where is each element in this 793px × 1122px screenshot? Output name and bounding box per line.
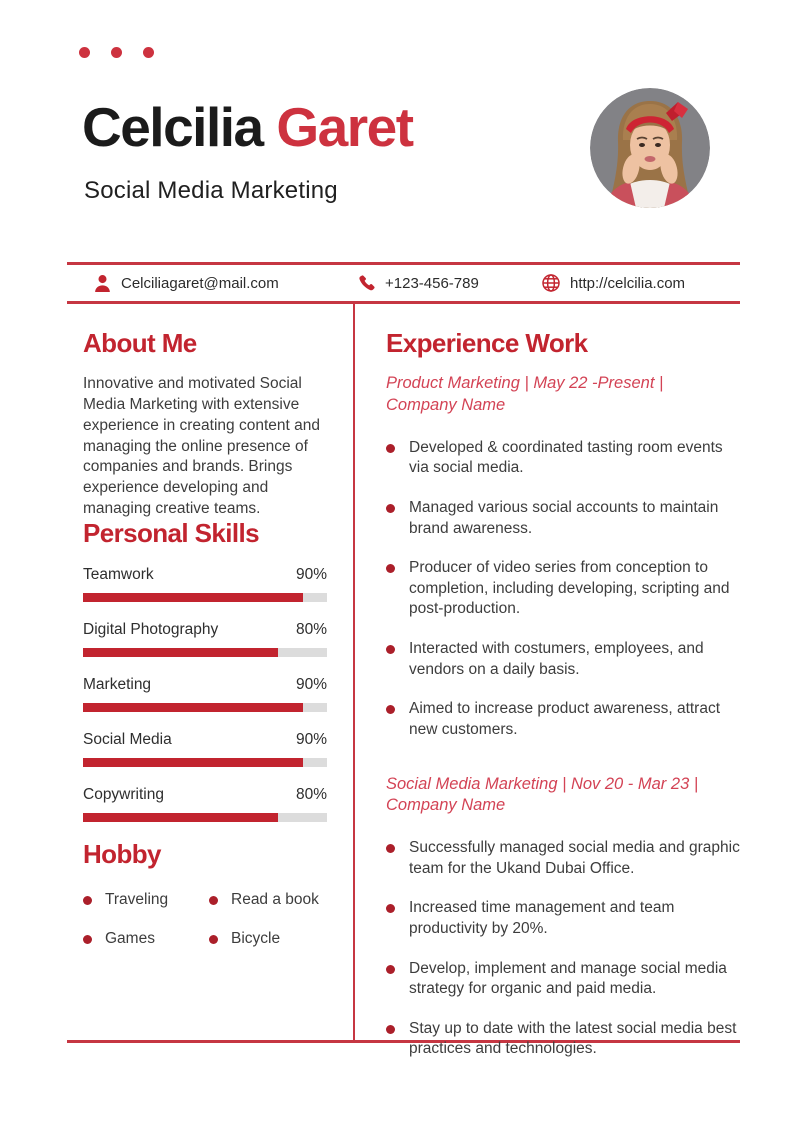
bullet-icon [386,705,395,714]
last-name: Garet [276,96,413,158]
right-column [355,301,740,1058]
hobby-list [83,891,341,948]
skill-percent: 90% [295,675,327,693]
page-title [82,96,413,159]
phone-text: +123-456-789 [385,274,479,292]
experience-bullet: Aimed to increase product awareness, attract new customers. [386,699,740,740]
person-icon [93,274,112,293]
skill-label: Marketing [83,675,152,693]
bullet-icon [83,935,92,944]
skill-bar [83,648,327,657]
contact-website [541,265,685,301]
red-dot-icon [111,47,122,58]
skill-row [83,786,327,822]
hobby-label: Traveling [105,891,169,909]
website-text: http://celcilia.com [570,274,686,292]
experience-bullet: Increased time management and team productivity by 20%. [386,898,740,939]
contact-bar [67,262,740,304]
skill-row [83,731,327,767]
avatar [590,88,710,208]
skill-bar-fill [83,703,303,712]
experience-bullet: Developed & coordinated tasting room events via social media. [386,438,740,479]
job-title: Social Media Marketing [84,177,338,204]
bullet-icon [386,444,395,453]
hobby-label: Games [105,930,155,948]
hobby-item [209,891,341,909]
decorative-dots [79,47,154,58]
skill-bar-fill [83,758,303,767]
section-title-hobby: Hobby [83,838,161,869]
bullet-icon [83,896,92,905]
skill-label: Teamwork [83,565,154,583]
job-bullet-list [386,438,740,741]
hobby-item [83,891,209,909]
skill-bar [83,593,327,602]
skill-bar-fill [83,813,278,822]
bullet-icon [386,965,395,974]
skill-bar [83,758,327,767]
skills-list [83,566,341,822]
about-text: Innovative and motivated Social Media Marketing with extensive experience in creating content and managing the online presence of companies and brands. Brings experience developing and managing creative teams. [83,375,320,517]
experience-bullet: Managed various social accounts to maintain brand awareness. [386,498,740,539]
skill-label: Social Media [83,730,172,748]
job-heading: Product Marketing | May 22 -Present | Company Name [386,374,664,415]
skill-bar-fill [83,648,278,657]
job-bullet-list [386,838,740,1060]
email-text: Celciliagaret@mail.com [121,274,279,292]
experience-bullet: Producer of video series from conception to completion, including developing, scripting and post-production. [386,558,740,620]
profile-photo [590,88,710,208]
skill-bar [83,813,327,822]
experience-bullet: Successfully managed social media and graphic team for the Ukand Dubai Office. [386,838,740,879]
section-title-about: About Me [83,328,197,358]
red-dot-icon [79,47,90,58]
hobby-item [83,930,209,948]
bullet-icon [386,645,395,654]
bullet-icon [386,904,395,913]
skill-percent: 90% [295,730,327,748]
first-name: Celcilia [82,96,263,158]
bullet-icon [209,896,218,905]
skill-row [83,676,327,712]
skill-row [83,621,327,657]
job-heading: Social Media Marketing | Nov 20 - Mar 23 | Company Name [386,774,699,815]
left-column [67,301,355,1040]
hobby-item [209,930,341,948]
globe-icon [541,273,561,293]
bullet-icon [386,844,395,853]
hobby-label: Bicycle [231,930,281,948]
phone-icon [358,274,376,292]
skill-bar-fill [83,593,303,602]
bullet-icon [209,935,218,944]
skill-label: Copywriting [83,785,164,803]
red-dot-icon [143,47,154,58]
skill-row [83,566,327,602]
bullet-icon [386,504,395,513]
skill-bar [83,703,327,712]
contact-email [93,265,279,301]
section-title-skills: Personal Skills [83,517,259,548]
experience-bullet: Interacted with costumers, employees, and vendors on a daily basis. [386,639,740,680]
contact-phone [358,265,479,301]
skill-label: Digital Photography [83,620,219,638]
skill-percent: 90% [295,565,327,583]
section-title-experience: Experience Work [386,328,588,358]
bullet-icon [386,1025,395,1034]
content-area [67,301,740,1058]
skill-percent: 80% [295,620,327,638]
experience-bullet: Develop, implement and manage social media strategy for organic and paid media. [386,959,740,1000]
skill-percent: 80% [295,785,327,803]
bullet-icon [386,564,395,573]
hobby-label: Read a book [231,891,319,909]
experience-bullet: Stay up to date with the latest social media best practices and technologies. [386,1019,740,1060]
